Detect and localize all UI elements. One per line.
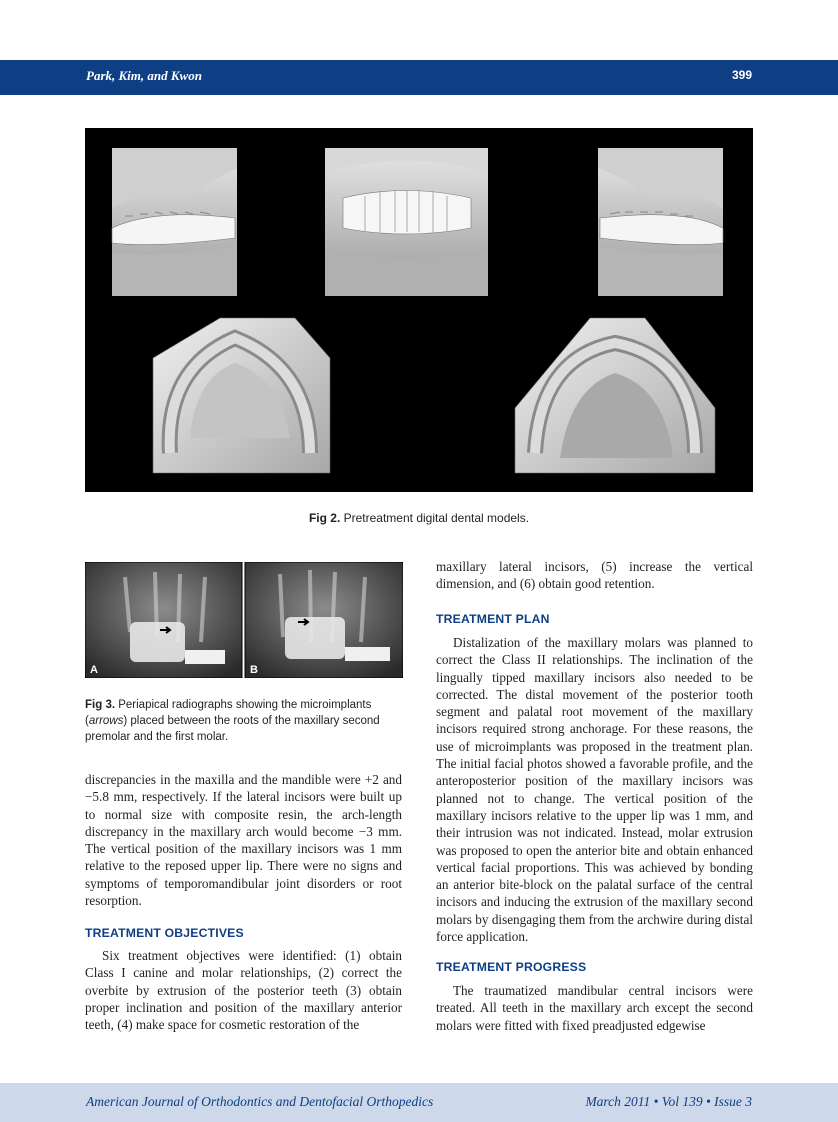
panel-a-label: A bbox=[90, 664, 98, 676]
running-header bbox=[0, 60, 838, 95]
dental-models-illustration bbox=[85, 128, 753, 492]
heading-treatment-plan: TREATMENT PLAN bbox=[436, 612, 550, 626]
header-authors: Park, Kim, and Kwon bbox=[86, 68, 202, 83]
radiograph-panel-a bbox=[85, 562, 242, 678]
right-column-continuation bbox=[436, 558, 753, 593]
figure-2-caption-text: Pretreatment digital dental models. bbox=[343, 511, 530, 525]
mandibular-occlusal-model bbox=[515, 318, 715, 473]
heading-treatment-progress: TREATMENT PROGRESS bbox=[436, 960, 587, 974]
running-footer bbox=[0, 1083, 838, 1122]
figure-3-caption-italic: arrows bbox=[88, 715, 124, 727]
figure-2-caption bbox=[0, 511, 838, 525]
left-column-paragraph-2 bbox=[85, 947, 402, 1033]
paragraph-objectives: Six treatment objectives were identified: (1) obtain Class I canine and molar relationships, (2) correct the overbite by extrusion of the posterior teeth (3) obtain proper inclination and position of the maxillary anterior teeth, (4) make space for cosmetic restoration of the bbox=[85, 948, 402, 1033]
figure-3-caption-pre: Periapical radiographs showing the microimplants ( bbox=[85, 699, 372, 727]
frontal-model bbox=[325, 148, 488, 296]
right-column-plan bbox=[436, 634, 753, 945]
radiograph-panel-b bbox=[245, 562, 403, 678]
maxillary-occlusal-model bbox=[153, 318, 330, 473]
figure-3-radiographs bbox=[85, 562, 403, 678]
footer-journal-name: American Journal of Orthodontics and Dentofacial Orthopedics bbox=[86, 1094, 434, 1109]
radiographs-illustration bbox=[85, 562, 403, 678]
heading-treatment-objectives: TREATMENT OBJECTIVES bbox=[85, 926, 244, 940]
figure-3-caption bbox=[85, 697, 403, 745]
right-lateral-model bbox=[112, 148, 237, 296]
page-number: 399 bbox=[731, 68, 752, 82]
left-lateral-model bbox=[598, 148, 723, 296]
figure-3-label: Fig 3. bbox=[85, 699, 116, 711]
paragraph-treatment-plan: Distalization of the maxillary molars was planned to correct the Class II relationships. The inclination of the lingually tipped maxillary incisors also needed to be corrected. The distal movement of the posterior tooth segment and palatal root movement of the maxillary incisors required strong anchorage. For these reasons, the use of microimplants was proposed in the treatment plan. The initial facial photos showed a favorable profile, and the anteroposterior position of the maxillary incisors was planned not to change. The vertical position of the maxillary incisors relative to the upper lip was 1 mm, and their intrusion was not indicated. Instead, molar extrusion was proposed to open the anterior bite and obtain enhanced vertical facial proportions. This was achieved by bonding an anterior bite-block on the palatal surface of the central incisors and inducing the extrusion of the maxillary second molars by disengaging them from the archwire during distal force application. bbox=[436, 635, 753, 945]
left-column-paragraph-1 bbox=[85, 771, 402, 909]
figure-3-caption-post: ) placed between the roots of the maxillary second premolar and the first molar. bbox=[85, 715, 380, 743]
paragraph-treatment-progress: The traumatized mandibular central incisors were treated. All teeth in the maxillary arch except the second molars were fitted with fixed preadjusted edgewise bbox=[436, 983, 753, 1033]
figure-2-dental-models bbox=[85, 128, 753, 492]
panel-b-label: B bbox=[250, 664, 258, 676]
footer-issue-info: March 2011 • Vol 139 • Issue 3 bbox=[585, 1094, 752, 1109]
figure-2-label: Fig 2. bbox=[308, 511, 341, 525]
right-column-progress bbox=[436, 982, 753, 1034]
paragraph-objectives-continued: maxillary lateral incisors, (5) increase the vertical dimension, and (6) obtain good retention. bbox=[436, 559, 753, 592]
paragraph-discrepancies: discrepancies in the maxilla and the mandible were +2 and −5.8 mm, respectively. If the lateral incisors were built up to normal size with composite resin, the arch-length discrepancy in the maxillary arch would become −3 mm. The vertical position of the maxillary incisors was 1 mm relative to the reposed upper lip. There were no signs and symptoms of temporomandibular joint disorders or root resorption. bbox=[85, 772, 402, 909]
